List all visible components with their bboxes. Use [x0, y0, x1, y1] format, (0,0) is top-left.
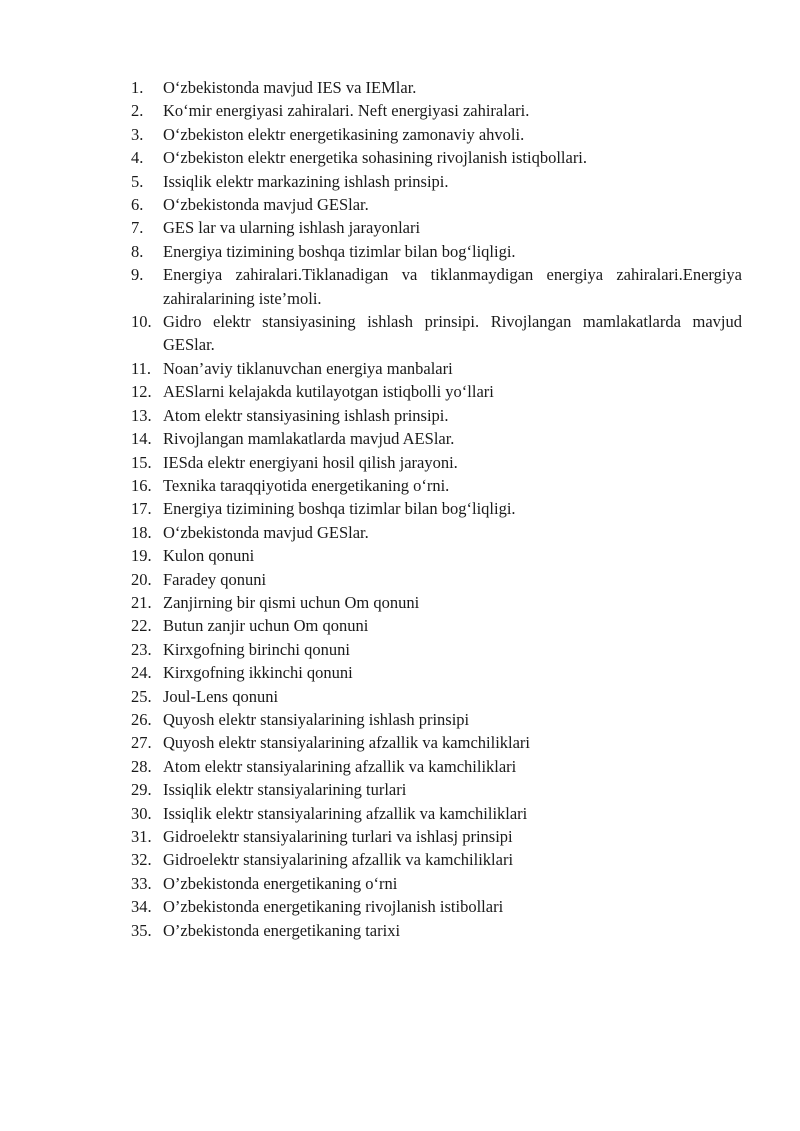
list-item-text: Faradey qonuni [163, 569, 267, 589]
list-item-text: Gidroelektr stansiyalarining turlari va ishlasj prinsipi [163, 827, 513, 846]
list-item [131, 474, 742, 497]
list-item-number: 25. [131, 686, 152, 706]
list-item-text: Energiya tizimining boshqa tizimlar bilan bog‘liqligi. [163, 241, 516, 261]
list-item [131, 708, 742, 731]
list-item [131, 755, 742, 778]
list-item-number: 22. [131, 616, 152, 636]
list-item-text: O‘zbekiston elektr energetika sohasining rivojlanish istiqbollari. [163, 148, 588, 168]
list-item-text: Kirxgofning birinchi qonuni [163, 639, 350, 659]
list-item [131, 661, 742, 684]
list-item-text: Gidroelektr stansiyalarining afzallik va kamchiliklari [163, 850, 514, 870]
list-item-text: O’zbekistonda energetikaning tarixi [163, 920, 401, 940]
list-item [131, 240, 742, 263]
list-item-number: 33. [131, 873, 152, 893]
list-item-number: 18. [131, 522, 152, 542]
list-item [131, 895, 742, 918]
list-item-text: Quyosh elektr stansiyalarining afzallik va kamchiliklari [163, 733, 531, 753]
list-item-text: Zanjirning bir qismi uchun Om qonuni [163, 592, 420, 612]
list-item-text: O’zbekistonda energetikaning o‘rni [163, 873, 398, 893]
list-item-text: Ko‘mir energiyasi zahiralari. Neft energiyasi zahiralari. [163, 101, 530, 121]
list-item-text: Energiya tizimining boshqa tizimlar bilan bog‘liqligi. [163, 499, 516, 519]
list-item-text: Issiqlik elektr stansiyalarining turlari [163, 780, 407, 800]
list-item-number: 12. [131, 382, 152, 402]
list-item-number: 21. [131, 592, 152, 612]
list-item [131, 310, 742, 357]
list-item-text: Quyosh elektr stansiyalarining ishlash prinsipi [163, 709, 470, 729]
list-item-text: Atom elektr stansiyasining ishlash prinsipi. [163, 405, 449, 425]
list-item-number: 10. [131, 312, 152, 332]
list-item [131, 731, 742, 754]
list-item [131, 380, 742, 403]
list-item [131, 614, 742, 637]
list-item [131, 404, 742, 427]
list-item-number: 24. [131, 663, 152, 683]
list-item-number: 17. [131, 499, 152, 519]
list-item [131, 193, 742, 216]
topic-list [131, 76, 742, 942]
list-item [131, 263, 742, 310]
list-item-number: 8. [131, 241, 144, 261]
list-item-text: Gidro elektr stansiyasining ishlash prinsipi. Rivojlangan mamlakatlarda mavjud GESlar. [163, 312, 742, 355]
list-item-number: 26. [131, 709, 152, 729]
list-item [131, 123, 742, 146]
list-item-text: O‘zbekistonda mavjud GESlar. [163, 195, 369, 215]
list-item [131, 216, 742, 239]
list-item [131, 146, 742, 169]
list-item-text: IESda elektr energiyani hosil qilish jarayoni. [163, 452, 458, 472]
list-item-text: Kirxgofning ikkinchi qonuni [163, 663, 353, 683]
list-item-number: 28. [131, 756, 152, 776]
list-item [131, 872, 742, 895]
list-item [131, 497, 742, 520]
list-item [131, 170, 742, 193]
list-item-number: 29. [131, 780, 152, 800]
list-item-number: 3. [131, 124, 144, 144]
list-item [131, 521, 742, 544]
list-item-text: GES lar va ularning ishlash jarayonlari [163, 218, 421, 238]
list-item-number: 32. [131, 850, 152, 870]
list-item [131, 427, 742, 450]
list-item [131, 451, 742, 474]
list-item [131, 919, 742, 942]
list-item-number: 35. [131, 920, 152, 940]
list-item [131, 685, 742, 708]
list-item-text: Joul-Lens qonuni [163, 686, 279, 706]
list-item-number: 23. [131, 639, 152, 659]
list-item-text: Kulon qonuni [163, 546, 255, 566]
list-item-number: 7. [131, 218, 144, 238]
list-item-number: 5. [131, 171, 144, 191]
list-item-number: 34. [131, 897, 152, 917]
list-item [131, 638, 742, 661]
list-item-number: 19. [131, 546, 152, 566]
list-item-text: O‘zbekistonda mavjud IES va IEMlar. [163, 78, 417, 97]
list-item-number: 27. [131, 733, 152, 753]
list-item-text: Butun zanjir uchun Om qonuni [163, 616, 369, 636]
list-item-text: O‘zbekiston elektr energetikasining zamonaviy ahvoli. [163, 124, 525, 144]
list-item-number: 13. [131, 405, 152, 425]
list-item-text: Atom elektr stansiyalarining afzallik va kamchiliklari [163, 756, 517, 776]
list-item-number: 14. [131, 429, 152, 449]
list-item-number: 9. [131, 265, 144, 285]
list-item-number: 30. [131, 803, 152, 823]
list-item [131, 76, 742, 99]
list-item-text: Issiqlik elektr markazining ishlash prinsipi. [163, 171, 449, 191]
list-item [131, 99, 742, 122]
list-item [131, 778, 742, 801]
list-item-text: AESlarni kelajakda kutilayotgan istiqbolli yo‘llari [163, 382, 494, 402]
list-item-text: Energiya zahiralari.Tiklanadigan va tiklanmaydigan energiya zahiralari.Energiya zahiralarining iste’moli. [163, 265, 742, 308]
list-item [131, 544, 742, 567]
list-item-number: 11. [131, 358, 152, 378]
list-item [131, 591, 742, 614]
list-item [131, 825, 742, 848]
list-item-text: Rivojlangan mamlakatlarda mavjud AESlar. [163, 429, 455, 449]
list-item-number: 16. [131, 475, 152, 495]
list-item-text: Issiqlik elektr stansiyalarining afzallik va kamchiliklari [163, 803, 528, 823]
list-item-number: 1. [131, 78, 144, 97]
list-item [131, 568, 742, 591]
list-item-text: Noan’aviy tiklanuvchan energiya manbalari [163, 358, 453, 378]
list-item-number: 31. [131, 827, 152, 846]
list-item-text: O’zbekistonda energetikaning rivojlanish istibollari [163, 897, 504, 917]
list-item [131, 357, 742, 380]
list-item [131, 802, 742, 825]
list-item-number: 15. [131, 452, 152, 472]
list-item-number: 2. [131, 101, 144, 121]
list-item-text: Texnika taraqqiyotida energetikaning o‘rni. [163, 475, 450, 495]
list-item [131, 848, 742, 871]
list-item-number: 20. [131, 569, 152, 589]
list-item-number: 6. [131, 195, 144, 215]
list-item-number: 4. [131, 148, 144, 168]
list-item-text: O‘zbekistonda mavjud GESlar. [163, 522, 369, 542]
